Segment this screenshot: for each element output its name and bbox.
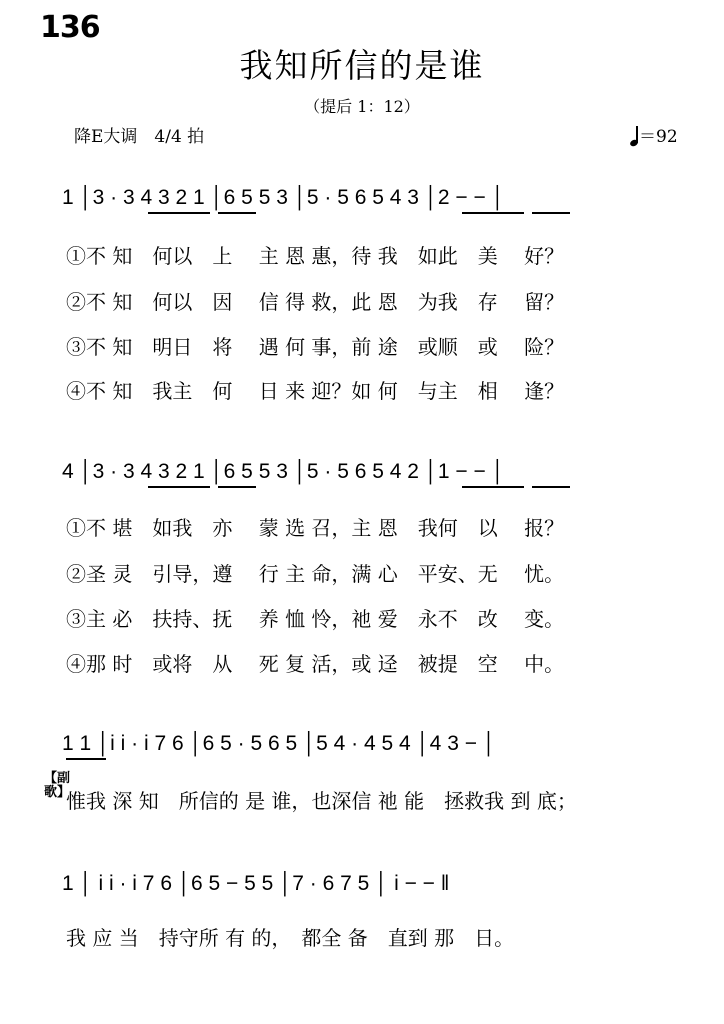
lyric-verse-4: ④不 知 我主 何 日 来 迎？如 何 与主 相 逢？ — [66, 379, 565, 403]
eighth-beam — [66, 758, 106, 760]
lyric-verse-2: ②不 知 何以 因 信 得 救，此 恩 为我 存 留？ — [66, 290, 565, 314]
tempo-value: ＝92 — [639, 127, 678, 147]
lyric-verse-3: ③主 必 扶持、抚 养 恤 怜，祂 爱 永不 改 变。 — [66, 607, 565, 631]
quarter-note-icon — [630, 126, 639, 146]
lyric-verse-4: ④那 时 或将 从 死 复 活，或 迳 被提 空 中。 — [66, 652, 565, 676]
lyric-verse-3: ③不 知 明日 将 遇 何 事，前 途 或顺 或 险？ — [66, 335, 565, 359]
hymn-title: 我知所信的是谁 — [239, 46, 485, 85]
chorus-label: 【副歌】 — [44, 771, 71, 800]
hymn-number: 136 — [40, 10, 100, 45]
notation-line-3: 1 1 │i i · i 7 6 │6 5 · 5 6 5 │5 4 · 4 5 4 │4 3 − │ — [62, 732, 496, 755]
eighth-beam — [218, 486, 256, 488]
eighth-beam — [148, 486, 210, 488]
chorus-lyric-2: 我 应 当 持守所 有 的， 都全 备 直到 那 日。 — [66, 926, 515, 950]
eighth-beam — [462, 486, 524, 488]
eighth-beam — [148, 212, 210, 214]
eighth-beam — [532, 212, 570, 214]
tempo-marking — [630, 122, 678, 147]
notation-line-4: 1 │ i i · i 7 6 │6 5 − 5 5 │7 · 6 7 5 │ i − − ‖ — [62, 872, 450, 895]
lyric-verse-2: ②圣 灵 引导，遵 行 主 命，满 心 平安、无 忧。 — [66, 562, 565, 586]
chorus-lyric-1: 惟我 深 知 所信的 是 谁，也深信 祂 能 拯救我 到 底； — [66, 789, 577, 813]
notation-line-1: 1 │3 · 3 4 3 2 1 │6 5 5 3 │5 · 5 6 5 4 3 │2 − − │ — [62, 186, 505, 209]
lyric-verse-1: ①不 堪 如我 亦 蒙 选 召，主 恩 我何 以 报？ — [66, 516, 565, 540]
scripture-reference: （提后 1：12） — [304, 97, 420, 116]
eighth-beam — [218, 212, 256, 214]
eighth-beam — [462, 212, 524, 214]
key-and-time-signature: 降E大调 4/4 拍 — [74, 127, 205, 147]
lyric-verse-1: ①不 知 何以 上 主 恩 惠，待 我 如此 美 好？ — [66, 244, 565, 268]
eighth-beam — [532, 486, 570, 488]
notation-line-2: 4 │3 · 3 4 3 2 1 │6 5 5 3 │5 · 5 6 5 4 2 │1 − − │ — [62, 460, 505, 483]
